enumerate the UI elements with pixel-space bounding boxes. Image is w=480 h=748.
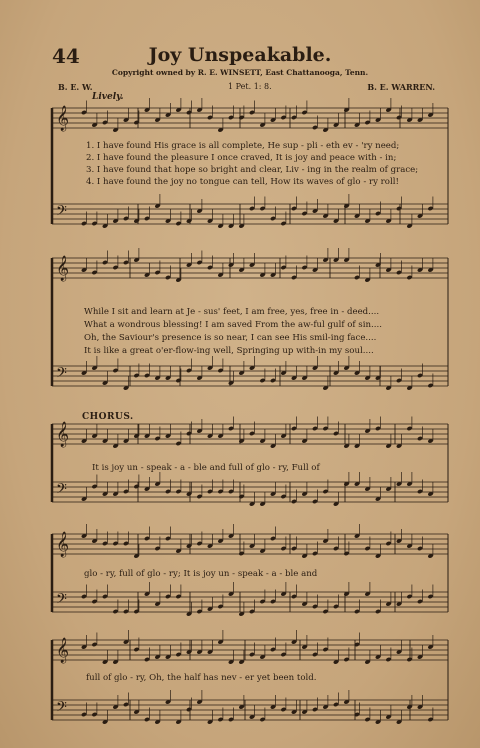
bass-clef-5: 𝄢 bbox=[56, 699, 67, 719]
chorus-label: CHORUS. bbox=[82, 412, 134, 422]
copyright-notice: Copyright owned by R. E. WINSETT, East Chattanooga, Tenn. bbox=[111, 68, 369, 77]
tempo-marking: Lively. bbox=[92, 92, 124, 102]
bass-clef-1: 𝄢 bbox=[56, 203, 67, 223]
treble-clef-5: 𝄞 bbox=[56, 638, 70, 663]
verse-2-line-b: What a wondrous blessing! I am saved From the aw-ful gulf of sin.... bbox=[84, 320, 382, 330]
bass-clef-2: 𝄢 bbox=[56, 365, 67, 385]
verse-2-line-a: 2. I have found the pleasure I once craved, It is joy and peace with - in; bbox=[86, 153, 397, 163]
treble-clef-4: 𝄞 bbox=[56, 532, 70, 557]
author-initials: B. E. W. bbox=[58, 82, 93, 92]
chorus-line-1: It is joy un - speak - a - ble and full of glo - ry, Full of bbox=[92, 463, 320, 473]
hymn-title: Joy Unspeakable. bbox=[148, 44, 332, 66]
treble-clef-3: 𝄞 bbox=[56, 422, 70, 447]
hymn-number: 44 bbox=[52, 44, 80, 68]
verse-1-line-b: While I sit and learn at Je - sus' feet, I am free, yes, free in - deed.... bbox=[84, 307, 380, 317]
verse-4-line-b: It is like a great o'er-flow-ing well, Springing up with-in my soul.... bbox=[84, 346, 374, 356]
bass-clef-3: 𝄢 bbox=[56, 481, 67, 501]
bass-clef-4: 𝄢 bbox=[56, 591, 67, 611]
chorus-line-2: glo - ry, full of glo - ry; It is joy un - speak - a - ble and bbox=[84, 569, 318, 579]
verse-4-line-a: 4. I have found the joy no tongue can tell, How its waves of glo - ry roll! bbox=[86, 177, 399, 187]
scripture-reference: 1 Pet. 1: 8. bbox=[228, 82, 272, 91]
composer-name: B. E. WARREN. bbox=[367, 82, 435, 92]
treble-clef-2: 𝄞 bbox=[56, 256, 70, 281]
chorus-line-3: full of glo - ry, Oh, the half has nev - er yet been told. bbox=[86, 673, 317, 683]
verse-3-line-b: Oh, the Saviour's presence is so near, I can see His smil-ing face.... bbox=[84, 333, 377, 343]
treble-clef-1: 𝄞 bbox=[56, 106, 70, 131]
verse-3-line-a: 3. I have found that hope so bright and clear, Liv - ing in the realm of grace; bbox=[86, 165, 419, 175]
verse-1-line-a: 1. I have found His grace is all complete, He sup - pli - eth ev - 'ry need; bbox=[86, 141, 400, 151]
